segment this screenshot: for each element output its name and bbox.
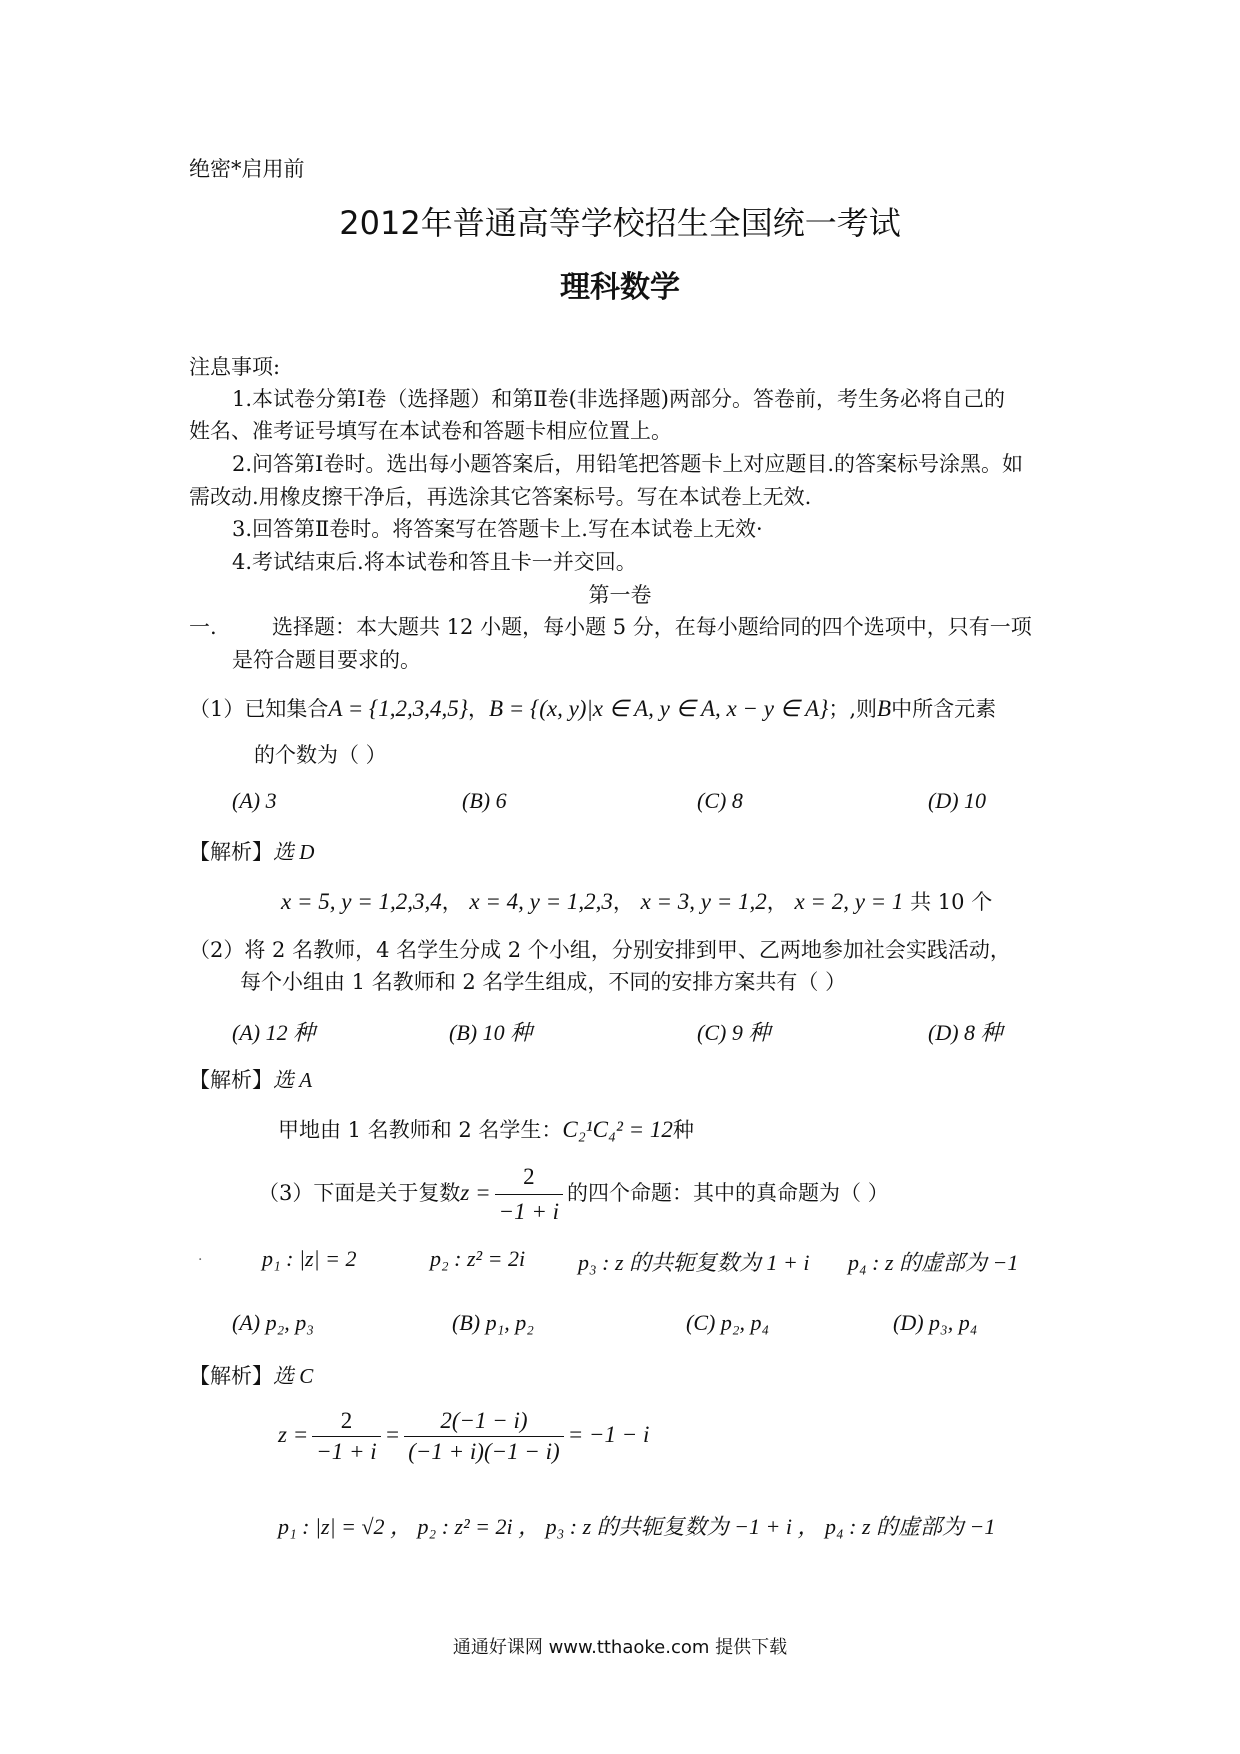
q1-option-a: (A) 3: [232, 788, 277, 813]
q3-fraction: [495, 1162, 563, 1227]
stray-dot: ·: [198, 1252, 203, 1268]
q1-suffix: 中所含元素: [891, 697, 997, 721]
q3-prefix: （3）下面是关于复数: [258, 1180, 461, 1205]
note-2b: 需改动.用橡皮擦干净后，再选涂其它答案标号。写在本试卷上无效.: [189, 485, 812, 509]
section-desc-1: 选择题：本大题共 12 小题，每小题 5 分，在每小题给同的四个选项中，只有一项: [272, 615, 1032, 639]
note-4: 4.考试结束后.将本试卷和答且卡一并交回。: [232, 550, 637, 574]
q3-calc-frac-1: [312, 1408, 380, 1465]
q3-prop-2: p₂ : z² = 2i: [430, 1246, 526, 1271]
note-1b: 姓名、准考证号填写在本试卷和答题卡相应位置上。: [189, 419, 672, 443]
confidential-label: 绝密*启用前: [189, 157, 305, 181]
q3-calc-f1-den: −1 + i: [316, 1439, 377, 1464]
q1-answer: [189, 839, 314, 866]
q3-calc-f2-den: (−1 + i)(−1 − i): [408, 1439, 560, 1464]
footer-credit: 通通好课网 www.tthaoke.com 提供下载: [452, 1637, 788, 1658]
q3-answer-label: 【解析】: [189, 1364, 273, 1388]
q1-sol-1-sep: ，: [441, 890, 463, 914]
q2-answer: [189, 1067, 312, 1094]
q3-frac-den: −1 + i: [498, 1198, 560, 1224]
q1-b: B: [877, 696, 892, 721]
q1-mid: ；,则: [828, 697, 878, 721]
note-1a: 1.本试卷分第Ⅰ卷（选择题）和第Ⅱ卷(非选择题)两部分。答卷前，考生务必将自己的: [232, 387, 1005, 411]
q3-calc-frac-2: [404, 1408, 564, 1465]
exam-title: 2012年普通高等学校招生全国统一考试: [339, 204, 901, 242]
q2-option-d: (D) 8 种: [928, 1020, 1003, 1045]
q2-line2: 每个小组由 1 名教师和 2 名学生组成，不同的安排方案共有（ ）: [240, 970, 847, 994]
q1-option-c: (C) 8: [697, 788, 743, 813]
q1-sol-1: x = 5, y = 1,2,3,4: [281, 889, 442, 914]
q3-prop-3: p₃ : z 的共轭复数为 1 + i: [578, 1250, 810, 1275]
q1-answer-choice: 选 D: [273, 840, 315, 864]
exam-subtitle: 理科数学: [560, 270, 680, 305]
q3-answer-choice: 选 C: [273, 1364, 314, 1388]
q3-prop-4: p₄ : z 的虚部为 −1: [848, 1250, 1019, 1275]
q1-set-a: A = {1,2,3,4,5}: [328, 696, 468, 721]
q1-stem: [189, 694, 996, 724]
q3-calc: [278, 1408, 649, 1465]
q2-sol-expr: C₂¹C₄² = 12: [562, 1117, 673, 1142]
note-2a: 2.问答第Ⅰ卷时。选出每小题答案后，用铅笔把答题卡上对应题目.的答案标号涂黑。如: [232, 452, 1024, 476]
q3-suffix: 的四个命题：其中的真命题为（ ）: [567, 1180, 889, 1205]
q3-option-a: (A) p₂, p₃: [232, 1310, 314, 1335]
q1-set-b: B = {(x, y)|x ∈ A, y ∈ A, x − y ∈ A}: [488, 696, 829, 721]
q2-sol-unit: 种: [672, 1118, 694, 1142]
q2-sol-text: 甲地由 1 名教师和 2 名学生：: [278, 1118, 563, 1142]
q3-calc-z: z =: [278, 1421, 309, 1447]
q3-z-eq: z =: [460, 1179, 491, 1205]
q1-option-b: (B) 6: [462, 788, 507, 813]
q3-answer: [189, 1363, 313, 1390]
q3-calc-f2-num: 2(−1 − i): [404, 1408, 564, 1437]
q1-sol-3-sep: ，: [766, 890, 788, 914]
q1-answer-label: 【解析】: [189, 840, 273, 864]
q3-calc-eq: =: [384, 1421, 401, 1447]
q1-sol-4: x = 2, y = 1: [794, 889, 904, 914]
q3-frac-num: 2: [495, 1162, 563, 1195]
q2-option-c: (C) 9 种: [697, 1020, 771, 1045]
q2-line1: （2）将 2 名教师，4 名学生分成 2 个小组，分别安排到甲、乙两地参加社会实践活动，: [189, 938, 1011, 962]
q2-option-a: (A) 12 种: [232, 1020, 316, 1045]
section-desc-2: 是符合题目要求的。: [232, 648, 421, 672]
q2-answer-choice: 选 A: [273, 1068, 313, 1092]
q2-option-b: (B) 10 种: [449, 1020, 533, 1045]
q1-sol-tail: 共 10 个: [910, 890, 993, 914]
q1-sol-2: x = 4, y = 1,2,3: [469, 889, 613, 914]
q1-sol-2-sep: ，: [612, 890, 634, 914]
q1-prefix: （1）已知集合: [189, 697, 329, 721]
q1-option-d: (D) 10: [928, 788, 987, 813]
q3-final: p₁ : |z| = √2 ， p₂ : z² = 2i ， p₃ : z 的共轭复数为 −1 + i ， p₄ : z 的虚部为 −1: [278, 1514, 996, 1539]
section-number: 一.: [189, 615, 217, 639]
q1-sol-3: x = 3, y = 1,2: [640, 889, 767, 914]
q3-option-c: (C) p₂, p₄: [686, 1310, 770, 1335]
notes-heading: 注息事项:: [189, 355, 281, 379]
section-title: 第一卷: [588, 583, 652, 607]
q2-answer-label: 【解析】: [189, 1068, 273, 1092]
q3-stem: [258, 1162, 889, 1227]
q3-option-b: (B) p₁, p₂: [452, 1310, 534, 1335]
q2-solution: [278, 1115, 694, 1145]
q1-line2: 的个数为（ ）: [254, 743, 387, 767]
q1-sep: ，: [467, 697, 489, 721]
q3-option-d: (D) p₃, p₄: [893, 1310, 978, 1335]
q3-calc-result: = −1 − i: [567, 1421, 650, 1447]
q3-prop-1: p₁ : |z| = 2: [262, 1246, 357, 1271]
q1-solution: [281, 887, 992, 917]
q3-calc-f1-num: 2: [312, 1408, 380, 1437]
note-3: 3.回答第Ⅱ卷时。将答案写在答题卡上.写在本试卷上无效·: [232, 517, 763, 541]
